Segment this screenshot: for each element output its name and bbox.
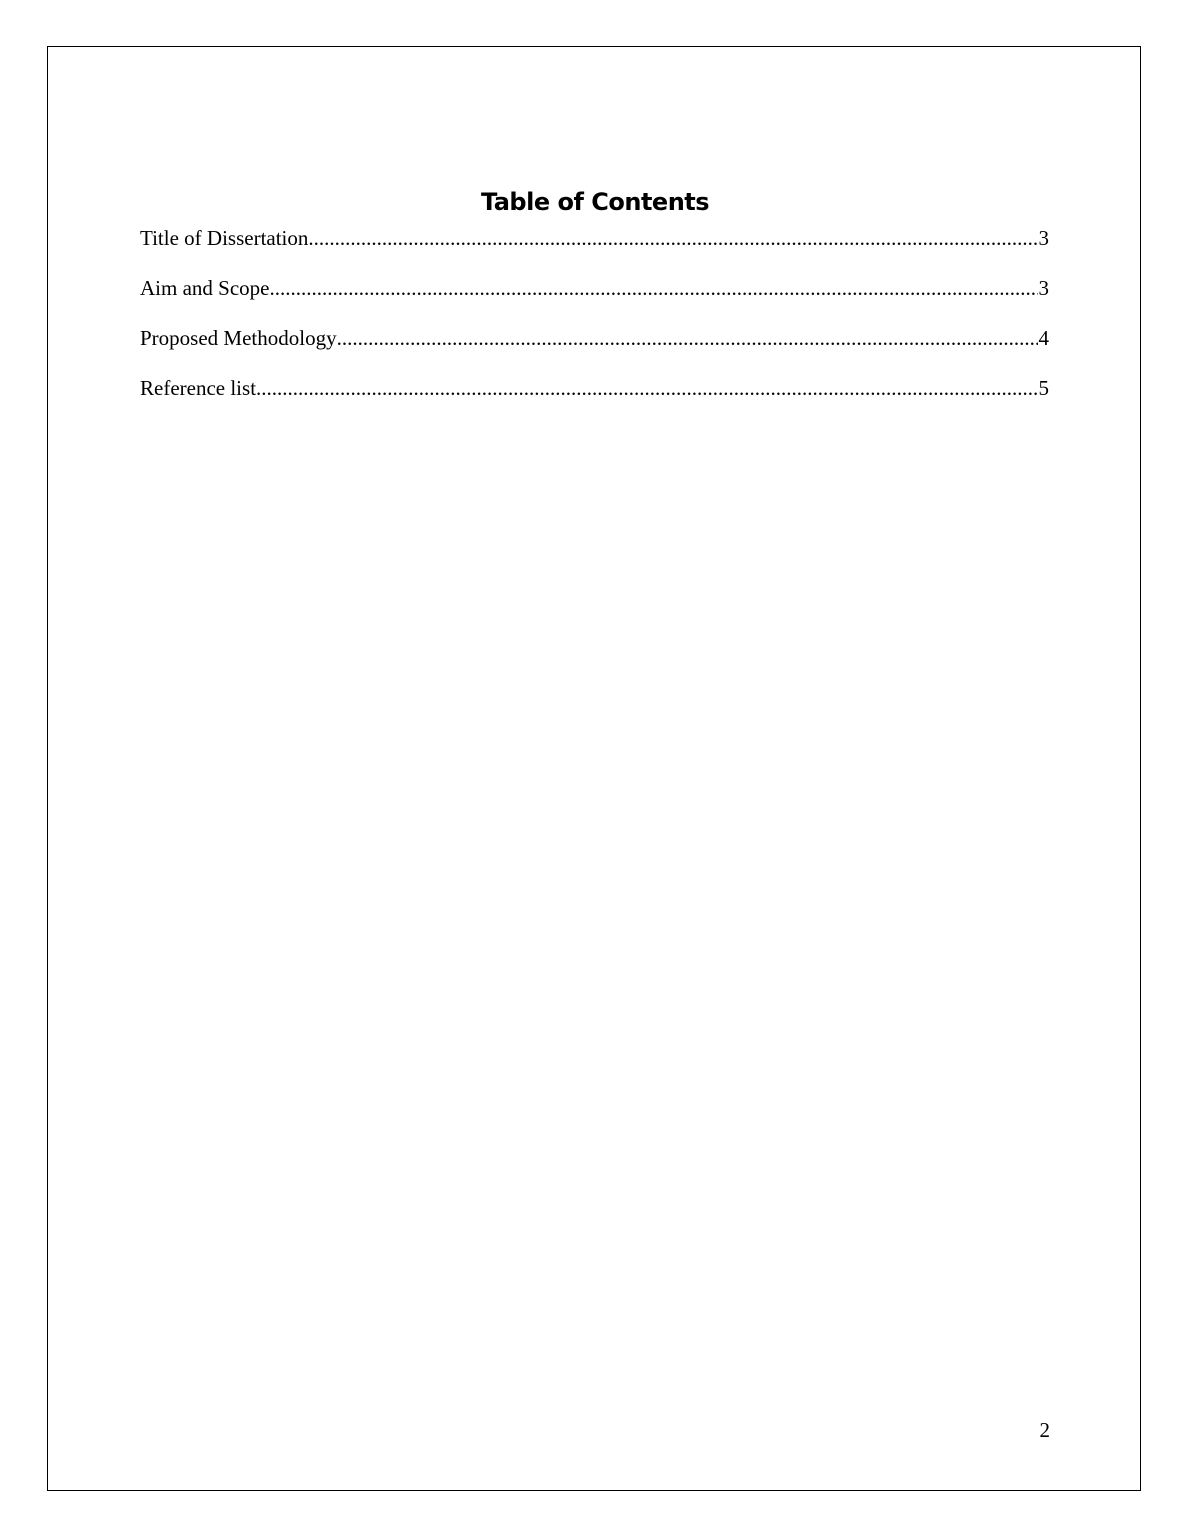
toc-entry-label: Proposed Methodology	[140, 326, 337, 350]
toc-dot-leader	[308, 224, 1037, 252]
toc-dot-leader	[337, 324, 1038, 352]
toc-entry-aim-and-scope[interactable]	[140, 274, 1049, 324]
toc-entry-label: Reference list	[140, 376, 257, 400]
toc-dot-leader	[256, 374, 1037, 402]
toc-entry-reference-list[interactable]	[140, 374, 1049, 424]
toc-entry-page: 3	[1038, 276, 1049, 300]
toc-entry-proposed-methodology[interactable]	[140, 324, 1049, 374]
toc-entry-page: 4	[1038, 326, 1049, 350]
toc-list	[140, 224, 1049, 424]
toc-entry-page: 3	[1038, 226, 1049, 250]
toc-entry-page: 5	[1038, 376, 1049, 400]
page-number: 2	[1039, 1418, 1050, 1442]
toc-entry-label: Title of Dissertation	[140, 226, 309, 250]
toc-entry-title-of-dissertation[interactable]	[140, 224, 1049, 274]
toc-entry-label: Aim and Scope	[140, 276, 270, 300]
toc-title: Table of Contents	[480, 188, 710, 216]
toc-dot-leader	[269, 274, 1037, 302]
